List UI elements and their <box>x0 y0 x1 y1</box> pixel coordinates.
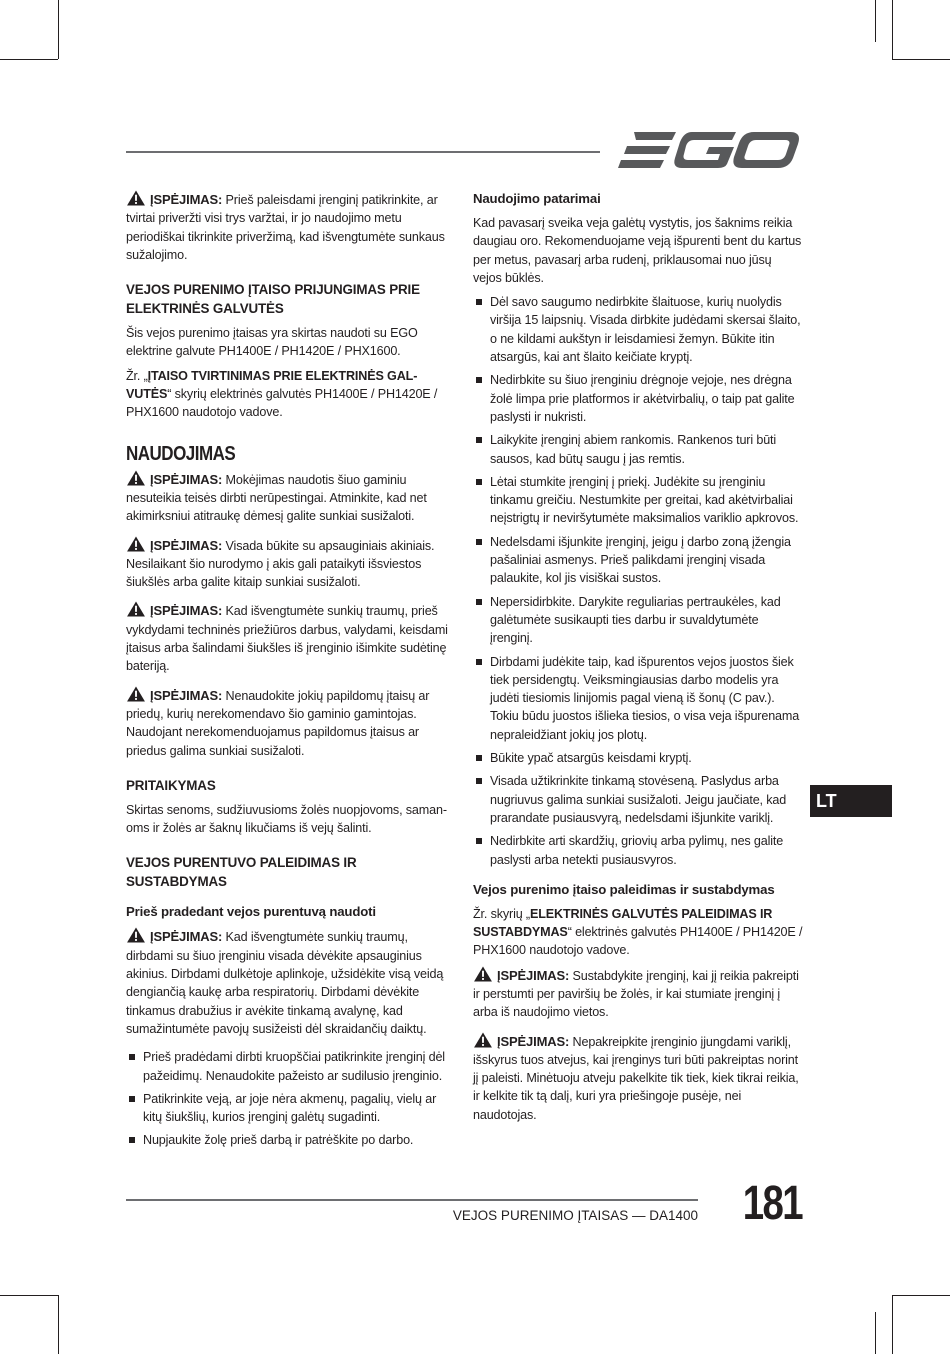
section-heading: VEJOS PURENIMO ĮTAISO PRIJUNGIMAS PRIE ELEKTRINĖS GALVUTĖS <box>126 282 420 317</box>
list-item: Prieš pradėdami dirbti kruopščiai patikrinkite įrenginį dėl pažeidimų. Nenaudokite pažeisto ar sudilusio įrenginio. <box>126 1048 456 1085</box>
warning-label: ĮSPĖJIMAS: <box>150 929 223 945</box>
warning-block <box>473 1032 803 1124</box>
bold-ref: ĮTAISO TVIRTINIMAS PRIE ELEKTRINĖS GALVUTĖS <box>126 368 418 402</box>
page-number: 181 <box>742 1177 802 1230</box>
right-column <box>473 190 803 1134</box>
section-heading: VEJOS PURENTUVO PALEIDIMAS IR SUSTABDYMAS <box>126 855 357 890</box>
warning-text: Kad išvengtumėte sunkių traumų, prieš vykdydami techninės priežiūros darbus, valydami, keisdami įtaisus arba šalindami šiukšles iš įrenginio išimkite sudėtinę bateriją. <box>126 604 448 674</box>
list-item: Būkite ypač atsargūs keisdami kryptį. <box>473 749 803 767</box>
warning-label: ĮSPĖJIMAS: <box>497 967 570 983</box>
list-item: Visada užtikrinkite tinkamą stovėseną. Paslydus arba nugriuvus galima sunkiai susižaloti. Jeigu jaučiate, kad prarandate pusiausvyrą, nedelsdami išjunkite variklį. <box>473 772 803 827</box>
section-heading: PRITAIKYMAS <box>126 777 216 793</box>
warning-block <box>126 536 456 592</box>
list-item: Dėl savo saugumo nedirbkite šlaituose, kurių nuolydis viršija 15 laipsnių. Visada dirbkite judėdami skersai šlaito, o ne kildami aukštyn ir leisdamiesi žemyn. Būkite itin atsargūs, kai ant šlaito keičiate kryptį. <box>473 293 803 366</box>
warning-triangle-icon <box>126 601 146 617</box>
warning-triangle-icon <box>126 190 146 206</box>
paragraph <box>126 367 456 422</box>
sub-heading: Prieš pradedant vejos purentuvą naudoti <box>126 904 376 920</box>
crop-mark <box>58 1295 59 1354</box>
bold-ref: ELEKTRINĖS GALVUTĖS PALEIDIMAS IR SUSTABDYMAS <box>473 906 773 940</box>
warning-triangle-icon <box>473 1032 493 1048</box>
warning-triangle-icon <box>126 686 146 702</box>
paragraph: Šis vejos purenimo įtaisas yra skirtas naudoti su EGO elektrine galvute PH1400E / PH1420E / PHX1600. <box>126 326 418 359</box>
crop-mark <box>875 0 876 42</box>
warning-triangle-icon <box>126 470 146 486</box>
crop-mark <box>58 0 59 59</box>
header-rule <box>126 151 600 153</box>
crop-mark <box>892 59 950 60</box>
bullet-list <box>473 293 803 869</box>
crop-mark <box>875 1312 876 1354</box>
text-span: “ elektrinės galvutės PH1400E / PH1420E / PHX1600 naudotojo vadove. <box>473 925 803 958</box>
main-heading: NAUDOJIMAS <box>126 442 236 465</box>
warning-text: Prieš paleisdami įrenginį patikrinkite, ar tvirtai priveržti visi trys varžtai, ir jo naudojimo metu periodiškai tikrinkite priveržimą, kad išvengtumėte sunkaus sužalojimo. <box>126 193 445 262</box>
warning-block <box>126 601 456 675</box>
list-item: Patikrinkite veją, ar joje nėra akmenų, pagalių, vielų ar kitų šiukšlių, kurios įrenginį galėtų sugadinti. <box>126 1090 456 1127</box>
footer-rule <box>126 1199 698 1201</box>
text-span: “ skyrių elektrinės galvutės PH1400E / PH1420E / PHX1600 naudotojo vadove. <box>126 387 438 420</box>
warning-block <box>126 686 456 760</box>
warning-block <box>126 927 456 1038</box>
ego-logo <box>618 130 800 170</box>
warning-label: ĮSPĖJIMAS: <box>497 1033 570 1049</box>
crop-mark <box>892 1295 950 1296</box>
crop-mark <box>892 1295 893 1354</box>
list-item: Nedirbkite arti skardžių, griovių arba pylimų, nes galite paslysti arba netekti pusiausvyros. <box>473 832 803 869</box>
footer-title: VEJOS PURENIMO ĮTAISAS — DA1400 <box>452 1208 698 1223</box>
paragraph <box>473 905 803 960</box>
bullet-list <box>126 1048 456 1149</box>
text-span: Žr. skyrių „ <box>473 906 530 921</box>
warning-triangle-icon <box>126 536 146 552</box>
warning-label: ĮSPĖJIMAS: <box>150 192 223 207</box>
warning-text: Nepakreipkite įrenginio įjungdami variklį, išskyrus tuos atvejus, kai įrenginys turi būti pakreiptas norint jį paleisti. Minėtuoju atveju pakelkite tik tiek, kiek tikrai reikia, ir kelkite tik tą dalį, kuri yra priešingoje pusėje, nei naudotojas. <box>473 1034 799 1122</box>
warning-text: Kad išvengtumėte sunkių traumų, dirbdami su šiuo įrenginiu visada dėvėkite apsauginius akinius. Dirbdami dulkėtoje aplinkoje, užsidėkite visą veidą dengiančią kaukę arba respiratorių. Dirbdami dėvėkite tinkamus drabužius ir avėkite tinkamą avalynę, kad sumažintumėte pavojų susižeisti dėl skraidančių daiktų. <box>126 930 444 1036</box>
warning-block <box>126 470 456 526</box>
list-item: Nedirbkite su šiuo įrenginiu drėgnoje vejoje, nes drėgna žolė limpa prie platformos ir akėtvirbalių, o taip pat galite paslysti ir nukristi. <box>473 371 803 426</box>
crop-mark <box>0 1295 58 1296</box>
warning-label: ĮSPĖJIMAS: <box>150 603 223 619</box>
crop-mark <box>892 0 893 59</box>
warning-text: Nenaudokite jokių papildomų įtaisų ar priedų, kurių nerekomendavo šio gaminio gamintojas. Naudojant nerekomenduojamus papildomus įtaisus ar priedus galima sunkiai susižaloti. <box>126 688 430 758</box>
warning-label: ĮSPĖJIMAS: <box>150 537 223 553</box>
warning-text: Visada būkite su apsauginiais akiniais. Nesilaikant šio nurodymo į akis gali pataikyti išsviestos šiukšlės arba galite kitaip sunkiai susižaloti. <box>126 538 435 590</box>
sub-heading: Vejos purenimo įtaiso paleidimas ir sustabdymas <box>473 881 775 897</box>
crop-mark <box>0 59 58 60</box>
warning-text: Mokėjimas naudotis šiuo gaminiu nesuteikia teisės dirbti nerūpestingai. Atminkite, kad net akimirksniui atitraukę dėmesį galite sunkiai susižaloti. <box>126 472 427 524</box>
warning-text: Sustabdykite įrenginį, kai jį reikia pakreipti ir perstumti per paviršių be žolės, ir kai stumiate įrenginį į arba iš naudojimo vietos. <box>473 968 799 1020</box>
warning-triangle-icon <box>473 966 493 982</box>
list-item: Nedelsdami išjunkite įrenginį, jeigu į darbo zoną įžengia pašaliniai asmenys. Prieš palikdami įrenginį visada palaukite, kol jis visiškai sustos. <box>473 533 803 588</box>
left-column <box>126 190 456 1156</box>
warning-block <box>126 190 456 264</box>
warning-label: ĮSPĖJIMAS: <box>150 471 223 487</box>
warning-block <box>473 966 803 1022</box>
sub-heading: Naudojimo patarimai <box>473 191 601 206</box>
warning-triangle-icon <box>126 927 146 943</box>
list-item: Nepersidirbkite. Darykite reguliarias pertraukėles, kad galėtumėte susikaupti ties darbu ir suvaldytumėte įrenginį. <box>473 593 803 648</box>
list-item: Laikykite įrenginį abiem rankomis. Rankenos turi būti sausos, kad būtų saugu į jas remtis. <box>473 431 803 468</box>
text-span: Žr. „ <box>126 368 148 383</box>
paragraph: Skirtas senoms, sudžiuvusioms žolės nuopjovoms, samanoms ir žolės ar šaknų likučiams iš vejų šalinti. <box>126 802 448 836</box>
list-item: Lėtai stumkite įrenginį į priekį. Judėkite su įrenginiu tinkamu greičiu. Nestumkite per greitai, kad akėtvirbaliai neįstrigtų ir neviršytumėte maksimalios variklio apkrovos. <box>473 473 803 528</box>
language-tab: LT <box>810 785 892 817</box>
warning-label: ĮSPĖJIMAS: <box>150 687 223 703</box>
list-item: Nupjaukite žolę prieš darbą ir patrėškite po darbo. <box>126 1131 456 1149</box>
list-item: Dirbdami judėkite taip, kad išpurentos vejos juostos šiek tiek persidengtų. Veiksmingiausias darbo modelis yra judėti tiesiomis linijomis pagal vieną iš šonų (C pav.). Tokiu būdu juostos išlieka tiesios, o visa veja išpurenama nepraleidžiant jokių jos plotų. <box>473 653 803 744</box>
paragraph: Kad pavasarį sveika veja galėtų vystytis, jos šaknims reikia daugiau oro. Rekomenduojame veją išpurenti bent du kartus per metus, pavasarį arba rudenį, priklausomai nuo jūsų vejos būklės. <box>473 216 802 285</box>
